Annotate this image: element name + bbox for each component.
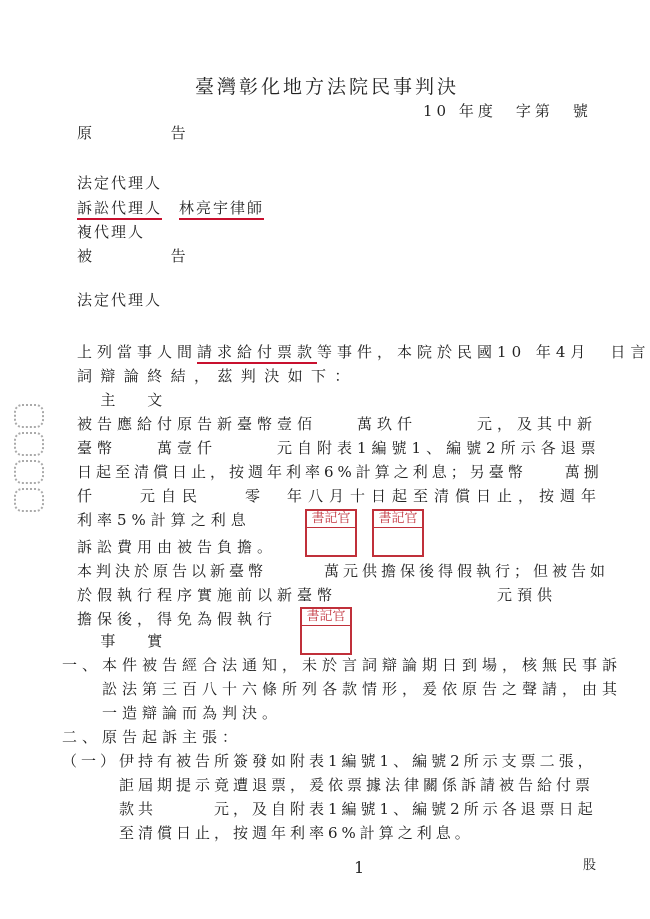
section-heading: 事 實	[77, 632, 171, 650]
body-line: 二、原告起訴主張：	[62, 728, 243, 746]
party-label: 複代理人	[77, 223, 146, 241]
clerk-stamp	[305, 509, 357, 557]
body-line: 被告應給付原告新臺幣壹佰 萬玖仟 元，及其中新	[77, 415, 598, 433]
party-label: 訴訟代理人	[77, 199, 162, 220]
clerk-stamp	[300, 607, 352, 655]
agent-name: 林亮宇律師	[179, 199, 264, 220]
body-line: 詞辯論終結，茲判決如下：	[77, 367, 358, 385]
binding-hole-icon	[14, 432, 44, 456]
party-plaintiff-rep	[77, 173, 162, 193]
unit-label: 股	[583, 858, 597, 873]
party-defendant-rep	[77, 290, 162, 310]
party-label: 被 告	[77, 247, 195, 265]
case-number: 10 年度 字第 號	[423, 102, 592, 120]
stamp-label: 書記官	[374, 511, 422, 528]
intro-line	[77, 342, 650, 362]
stamp-label: 書記官	[302, 609, 350, 626]
binding-holes	[14, 400, 50, 516]
intro-text: 等事件，本院於民國10 年4月 日言	[317, 343, 650, 361]
case-type: 請求給付票款	[197, 343, 317, 364]
document-title: 臺灣彰化地方法院民事判決	[195, 76, 460, 98]
body-line: 訴訟費用由被告負擔。	[77, 538, 278, 556]
body-line: 日起至清償日止，按週年利率6%計算之利息；另臺幣 萬捌	[77, 463, 603, 481]
intro-text: 上列當事人間	[77, 343, 198, 361]
binding-hole-icon	[14, 488, 44, 512]
body-line: 臺幣 萬壹仟 元自附表1編號1、編號2所示各退票	[77, 439, 601, 457]
section-heading: 主 文	[77, 391, 171, 409]
body-line: 一、本件被告經合法通知，未於言詞辯論期日到場，核無民事訴	[62, 656, 623, 674]
stamp-label: 書記官	[307, 511, 355, 528]
clerk-stamp	[372, 509, 424, 557]
party-defendant	[77, 246, 194, 266]
body-line: 訟法第三百八十六條所列各款情形，爰依原告之聲請，由其	[62, 680, 623, 698]
party-plaintiff	[77, 123, 194, 143]
body-line: 利率5%計算之利息	[77, 511, 251, 529]
binding-hole-icon	[14, 460, 44, 484]
party-label: 法定代理人	[77, 291, 163, 309]
party-label: 法定代理人	[77, 174, 163, 192]
body-line: 仟 元自民 零 年八月十日起至清償日止，按週年	[77, 487, 603, 505]
body-line: 一造辯論而為判決。	[62, 704, 283, 722]
body-line: 擔保後，得免為假執行	[77, 610, 278, 628]
body-line: 於假執行程序實施前以新臺幣 元預供	[77, 586, 558, 604]
body-line: 本判決於原告以新臺幣 萬元供擔保後得假執行；但被告如	[77, 562, 610, 580]
binding-hole-icon	[14, 404, 44, 428]
party-label: 原 告	[77, 124, 195, 142]
party-litigation-agent	[77, 198, 264, 218]
body-line: 詎屆期提示竟遭退票，爰依票據法律關係訴請被告給付票	[62, 776, 595, 794]
body-line: （一）伊持有被告所簽發如附表1編號1、編號2所示支票二張，	[62, 752, 597, 770]
party-sub-agent	[77, 222, 145, 242]
page-number: 1	[354, 858, 365, 877]
body-line: 款共 元，及自附表1編號1、編號2所示各退票日起	[62, 800, 597, 818]
body-line: 至清償日止，按週年利率6%計算之利息。	[62, 824, 474, 842]
